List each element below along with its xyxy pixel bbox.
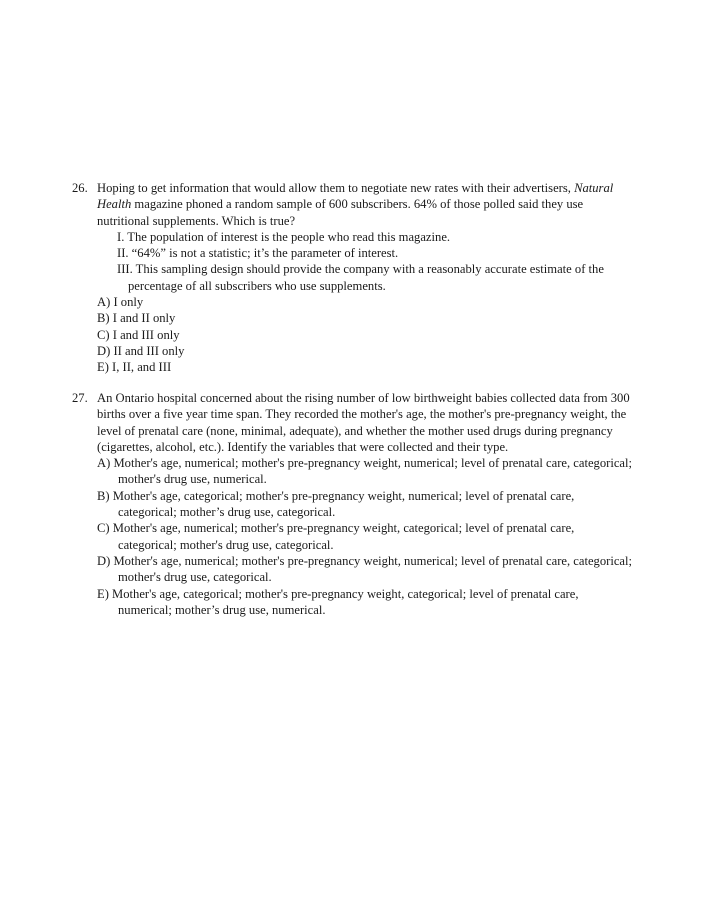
choice-letter: A) xyxy=(97,456,111,471)
answer-choice-b xyxy=(97,310,632,326)
answer-choice-c xyxy=(97,327,632,343)
choice-letter: D) xyxy=(97,343,111,358)
answer-choice-d xyxy=(97,343,632,359)
choice-text: I and II only xyxy=(112,311,176,326)
answer-choice-a xyxy=(97,294,632,310)
choice-text: Mother's age, numerical; mother's pre-pregnancy weight, numerical; level of prenatal care, categorical; mother's drug use, categorical. xyxy=(113,553,633,585)
choice-letter: D) xyxy=(97,553,111,568)
choice-text: Mother's age, categorical; mother's pre-pregnancy weight, numerical; level of prenatal care, categorical; mother’s drug use, categorical. xyxy=(112,488,575,520)
choice-letter: B) xyxy=(97,488,110,503)
stem-text: Hoping to get information that would allow them to negotiate new rates with their advertisers, xyxy=(97,181,575,195)
statement-iii: III. This sampling design should provide the company with a reasonably accurate estimate of the percentage of all subscribers who use supplements. xyxy=(117,262,604,293)
choice-letter: B) xyxy=(97,311,110,326)
answer-choice-e xyxy=(97,359,632,375)
question-26 xyxy=(72,180,632,376)
choice-letter: E) xyxy=(97,360,109,375)
choice-letter: A) xyxy=(97,295,111,310)
answer-choice-a xyxy=(97,455,632,488)
choice-text: I and III only xyxy=(112,327,180,342)
choice-letter: E) xyxy=(97,586,109,601)
choice-text: Mother's age, numerical; mother's pre-pregnancy weight, categorical; level of prenatal care, categorical; mother's drug use, categorical. xyxy=(112,521,575,552)
choice-text: Mother's age, numerical; mother's pre-pregnancy weight, numerical; level of prenatal care, categorical; mother's drug use, numerical. xyxy=(113,456,633,487)
stem-text: An Ontario hospital concerned about the rising number of low birthweight babies collected data from 300 births over a five year time span. They recorded the mother's age, the mother's pre-pregnancy weight, the level of prenatal care (none, minimal, adequate), and whether the mother used drugs during pregnancy (cigarettes, alcohol, etc.). Identify the variables that were collected and their type. xyxy=(97,391,630,454)
choice-text: II and III only xyxy=(113,343,185,358)
question-26-stem xyxy=(72,180,632,229)
answer-choices xyxy=(72,455,632,618)
stem-text: magazine phoned a random sample of 600 subscribers. 64% of those polled said they use nutritional supplements. Which is true? xyxy=(97,197,584,228)
statement-i: I. The population of interest is the people who read this magazine. xyxy=(117,229,451,244)
answer-choice-c xyxy=(97,520,632,553)
choice-text: I only xyxy=(113,295,144,310)
answer-choices xyxy=(72,294,632,375)
answer-choice-d xyxy=(97,553,632,586)
question-number: 26. xyxy=(72,181,88,195)
question-27-stem xyxy=(72,390,632,455)
choice-text: Mother's age, categorical; mother's pre-pregnancy weight, categorical; level of prenatal care, numerical; mother’s drug use, numerical. xyxy=(112,586,579,617)
question-27 xyxy=(72,390,632,618)
statement-list xyxy=(72,229,632,294)
statement-ii: II. “64%” is not a statistic; it’s the parameter of interest. xyxy=(117,246,399,261)
magazine-title: Natural Health xyxy=(97,181,614,212)
answer-choice-e xyxy=(97,586,632,619)
choice-letter: C) xyxy=(97,521,110,536)
choice-letter: C) xyxy=(97,327,110,342)
question-number: 27. xyxy=(72,391,88,405)
choice-text: I, II, and III xyxy=(112,360,172,375)
answer-choice-b xyxy=(97,488,632,521)
